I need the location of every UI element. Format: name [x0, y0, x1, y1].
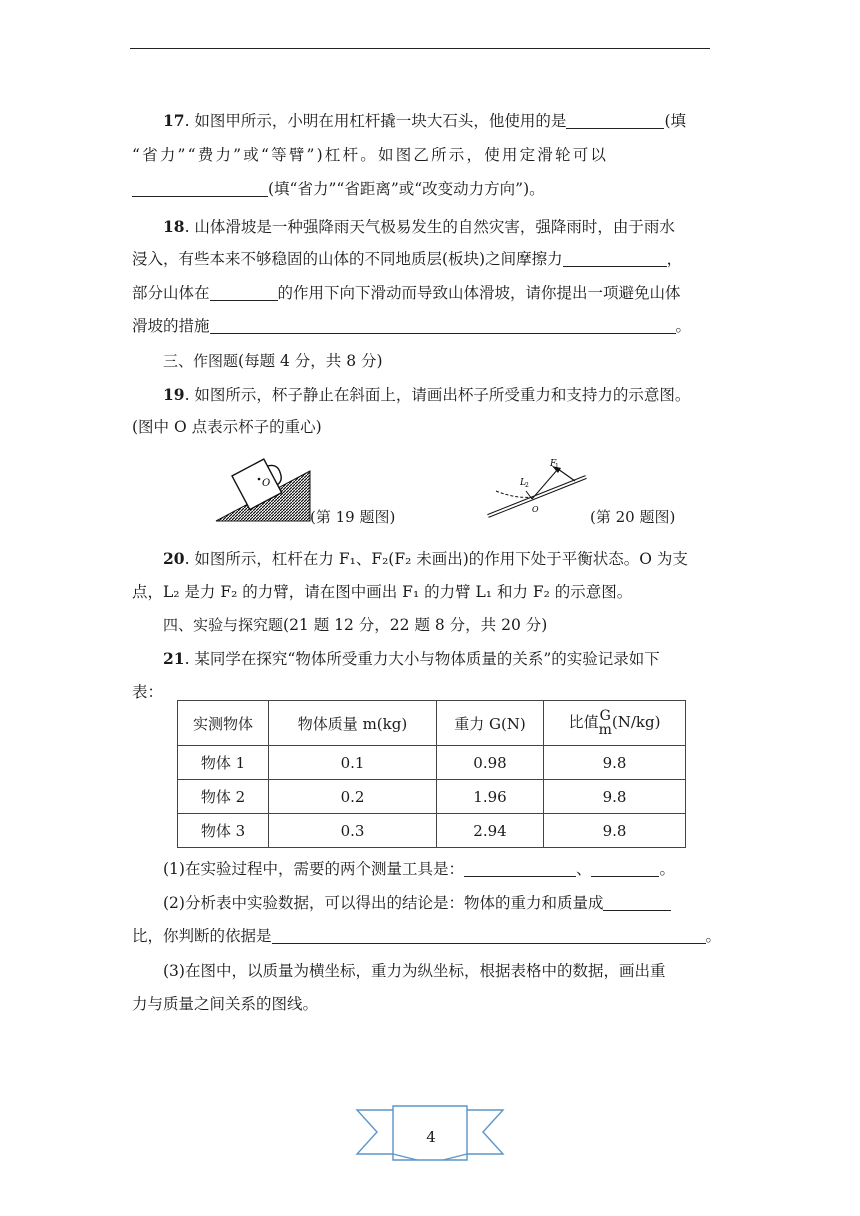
q20-line1: 20. 如图所示，杠杆在力 F₁、F₂(F₂ 未画出)的作用下处于平衡状态。O 为支 [163, 549, 688, 568]
table-row [178, 746, 686, 780]
q20-line2: 点，L₂ 是力 F₂ 的力臂，请在图中画出 F₁ 的力臂 L₁ 和力 F₂ 的示意图。 [132, 583, 633, 601]
table-header: 实测物体 [178, 701, 269, 746]
table-header: 重力 G(N) [437, 701, 544, 746]
q19-caption: (第 19 题图) [310, 508, 396, 526]
q21-blank-basis[interactable] [272, 925, 706, 944]
q21-blank-tool2[interactable] [591, 858, 659, 877]
table-row [178, 814, 686, 848]
q20-caption: (第 20 题图) [590, 508, 676, 526]
ratio-fraction: G m [598, 708, 612, 738]
table-header-ratio: 比值 G m (N/kg) [544, 701, 686, 746]
q18-line4: 滑坡的措施 。 [132, 317, 692, 335]
table-cell: 9.8 [544, 746, 686, 780]
q19-line2: (图中 O 点表示杯子的重心) [132, 418, 322, 436]
svg-text:2: 2 [525, 482, 529, 489]
table-cell: 0.1 [269, 746, 437, 780]
q19-figure-incline-cup [214, 448, 314, 524]
table-cell: 9.8 [544, 814, 686, 848]
q18-line1: 18. 山体滑坡是一种强降雨天气极易发生的自然灾害，强降雨时，由于雨水 [163, 217, 675, 236]
q18-blank-1[interactable] [563, 248, 667, 267]
q18-line3: 部分山体在 的作用下向下滑动而导致山体滑坡，请你提出一项避免山体 [132, 284, 681, 302]
q19-center-label: O [262, 478, 271, 489]
q21-sub3-line1: (3)在图中，以质量为横坐标，重力为纵坐标，根据表格中的数据，画出重 [163, 962, 666, 980]
q21-line1: 21. 某同学在探究“物体所受重力大小与物体质量的关系”的实验记录如下 [163, 649, 660, 668]
q20-figure-lever [482, 455, 592, 519]
q21-data-table [177, 700, 686, 848]
q18-blank-2[interactable] [210, 282, 278, 301]
q21-sub1: (1)在实验过程中，需要的两个测量工具是： 、 。 [163, 860, 675, 878]
table-cell: 0.98 [437, 746, 544, 780]
table-cell: 0.3 [269, 814, 437, 848]
table-cell: 0.2 [269, 780, 437, 814]
table-cell: 物体 3 [178, 814, 269, 848]
q18-blank-3[interactable] [210, 315, 676, 334]
q21-sub3-line2: 力与质量之间关系的图线。 [132, 995, 319, 1013]
q21-sub2-line1: (2)分析表中实验数据，可以得出的结论是：物体的重力和质量成 [163, 887, 763, 919]
q17-blank-2[interactable] [132, 178, 268, 197]
svg-text:1: 1 [555, 463, 559, 470]
q17-blank-1[interactable] [566, 110, 664, 129]
header-rule [130, 48, 710, 49]
table-cell: 9.8 [544, 780, 686, 814]
table-header-row [178, 701, 686, 746]
q17-line2: “省力”“费力”或“等臂”)杠杆。如图乙所示，使用定滑轮可以 [132, 146, 609, 164]
q20-o-label: O [532, 505, 539, 514]
q18-line2: 浸入，有些本来不够稳固的山体的不同地质层(板块)之间摩擦力 ， [132, 250, 683, 268]
q21-sub2-line2: 比，你判断的依据是 。 [132, 927, 722, 945]
q21-line2: 表： [132, 683, 164, 701]
table-cell: 1.96 [437, 780, 544, 814]
section3-heading: 三、作图题(每题 4 分，共 8 分) [163, 352, 383, 370]
q17-line3: (填“省力”“省距离”或“改变动力方向”)。 [132, 173, 732, 205]
q20-l2-label: L [520, 478, 526, 488]
table-cell: 2.94 [437, 814, 544, 848]
table-cell: 物体 2 [178, 780, 269, 814]
q21-blank-tool1[interactable] [464, 858, 576, 877]
q20-f1-label: F [550, 459, 557, 469]
table-row [178, 780, 686, 814]
page-number: 4 [426, 1128, 436, 1146]
table-cell: 物体 1 [178, 746, 269, 780]
q17-line1: 17. 如图甲所示，小明在用杠杆撬一块大石头，他使用的是 (填 [163, 111, 686, 130]
section4-heading: 四、实验与探究题(21 题 12 分，22 题 8 分，共 20 分) [163, 616, 548, 634]
table-header: 物体质量 m(kg) [269, 701, 437, 746]
q21-blank-proportion[interactable] [603, 892, 671, 911]
q19-line1: 19. 如图所示，杯子静止在斜面上，请画出杯子所受重力和支持力的示意图。 [163, 385, 691, 404]
